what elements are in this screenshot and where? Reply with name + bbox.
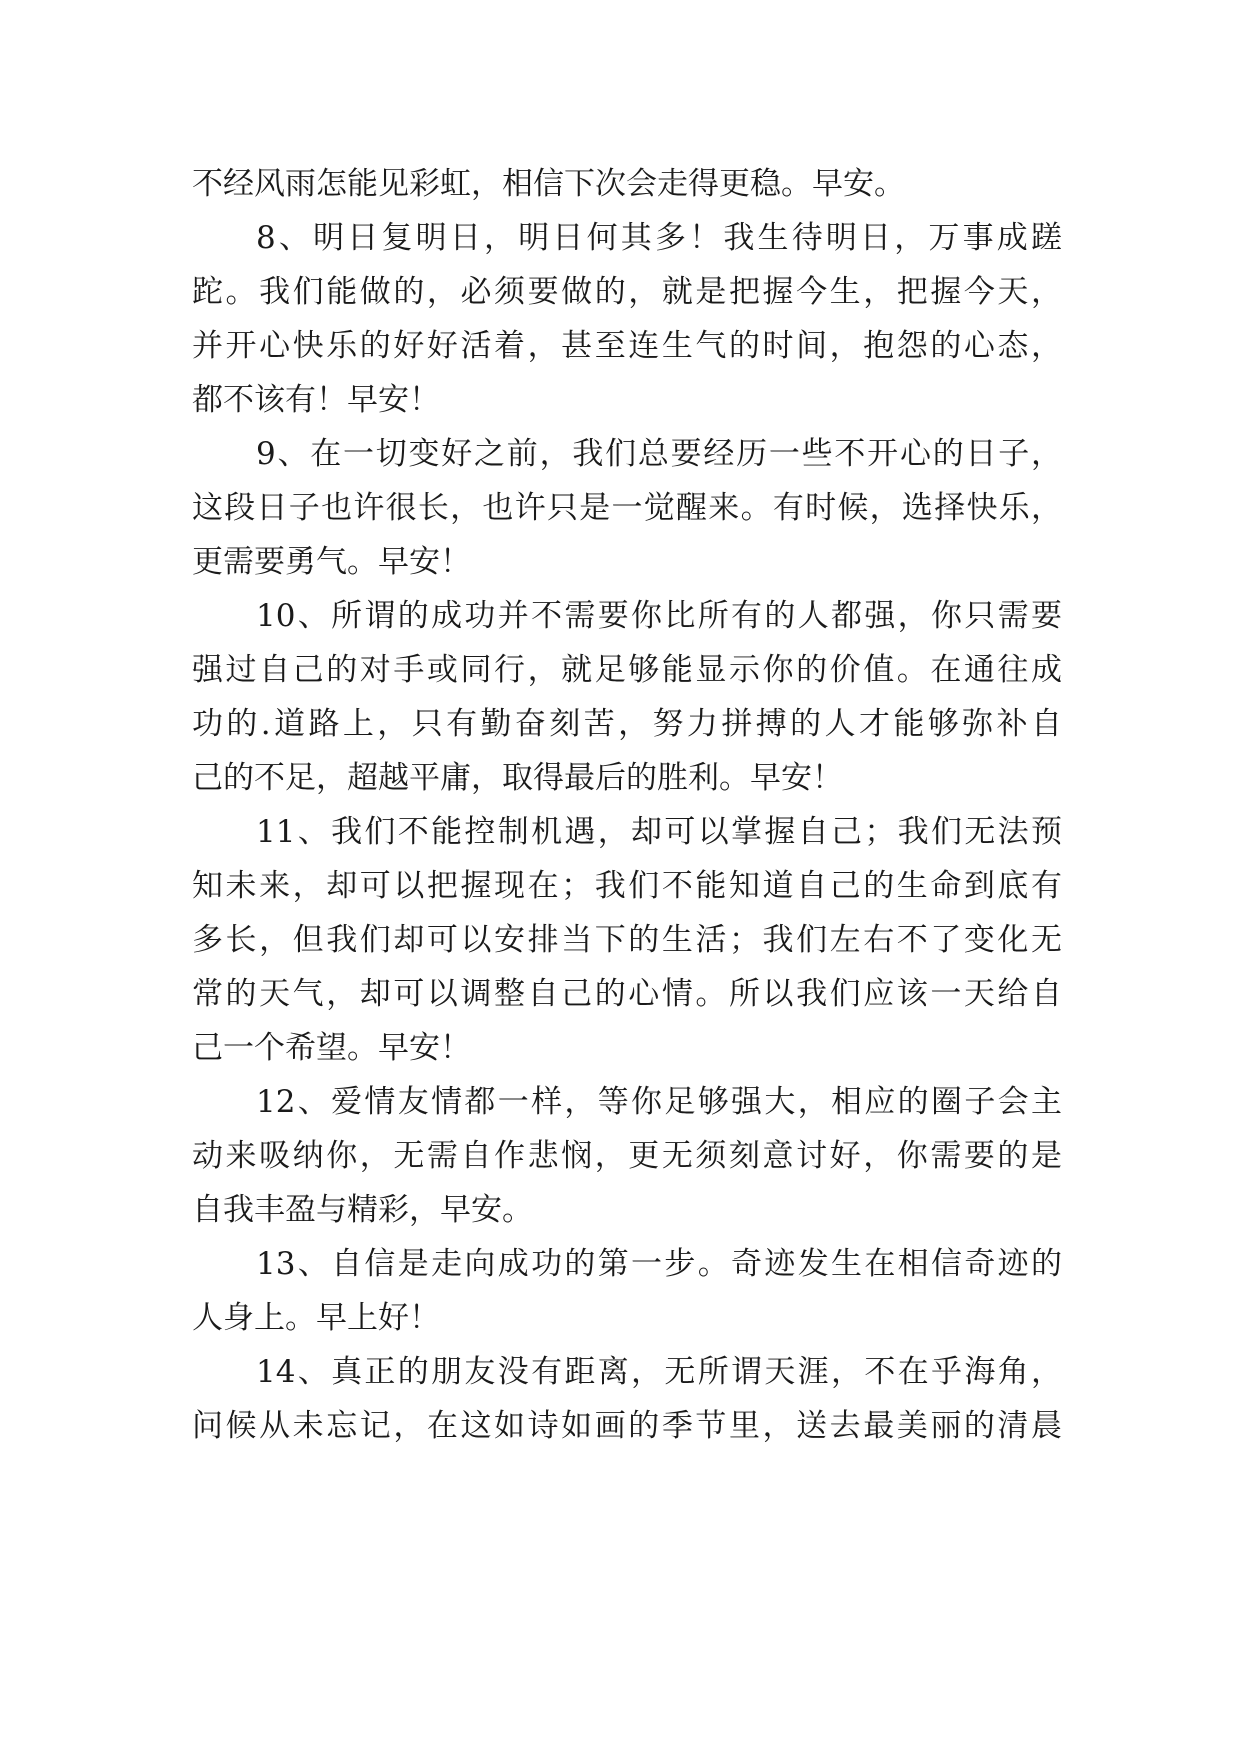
text-line: 自我丰盈与精彩，早安。 [192, 1192, 533, 1228]
text-line: 10、所谓的成功并不需要你比所有的人都强，你只需要 [256, 598, 1062, 634]
text-line: 并开心快乐的好好活着，甚至连生气的时间，抱怨的心态， [192, 328, 1062, 364]
paragraph-8 [192, 211, 1062, 427]
text-line: 常的天气，却可以调整自己的心情。所以我们应该一天给自 [192, 976, 1062, 1012]
text-line: 12、爱情友情都一样，等你足够强大，相应的圈子会主 [256, 1084, 1062, 1120]
text-line: 13、自信是走向成功的第一步。奇迹发生在相信奇迹的 [256, 1246, 1062, 1282]
text-line: 不经风雨怎能见彩虹，相信下次会走得更稳。早安。 [192, 166, 905, 202]
paragraph-9 [192, 427, 1062, 589]
paragraph-11 [192, 805, 1062, 1075]
text-line: 强过自己的对手或同行，就足够能显示你的价值。在通往成 [192, 652, 1062, 688]
text-line: 己的不足，超越平庸，取得最后的胜利。早安！ [192, 760, 843, 796]
text-line: 更需要勇气。早安！ [192, 544, 471, 580]
paragraph-10 [192, 589, 1062, 805]
paragraph-7-continuation [192, 157, 1062, 211]
text-line: 8、明日复明日，明日何其多！我生待明日，万事成蹉 [256, 220, 1062, 256]
text-line: 14、真正的朋友没有距离，无所谓天涯，不在乎海角， [256, 1354, 1062, 1390]
text-line: 都不该有！早安！ [192, 382, 440, 418]
text-line: 己一个希望。早安！ [192, 1030, 471, 1066]
text-line: 跎。我们能做的，必须要做的，就是把握今生，把握今天， [192, 274, 1062, 310]
text-line: 9、在一切变好之前，我们总要经历一些不开心的日子， [256, 436, 1062, 472]
text-line: 多长，但我们却可以安排当下的生活；我们左右不了变化无 [192, 922, 1062, 958]
paragraph-12 [192, 1075, 1062, 1237]
text-line: 人身上。早上好！ [192, 1300, 440, 1336]
text-line: 知未来，却可以把握现在；我们不能知道自己的生命到底有 [192, 868, 1062, 904]
paragraph-14 [192, 1345, 1062, 1453]
document-body [192, 157, 1062, 1453]
text-line: 问候从未忘记，在这如诗如画的季节里，送去最美丽的清晨 [192, 1408, 1062, 1444]
paragraph-13 [192, 1237, 1062, 1345]
text-line: 功的.道路上，只有勤奋刻苦，努力拼搏的人才能够弥补自 [192, 706, 1062, 742]
text-line: 这段日子也许很长，也许只是一觉醒来。有时候，选择快乐， [192, 490, 1062, 526]
text-line: 11、我们不能控制机遇，却可以掌握自己；我们无法预 [256, 814, 1062, 850]
text-line: 动来吸纳你，无需自作悲悯，更无须刻意讨好，你需要的是 [192, 1138, 1062, 1174]
